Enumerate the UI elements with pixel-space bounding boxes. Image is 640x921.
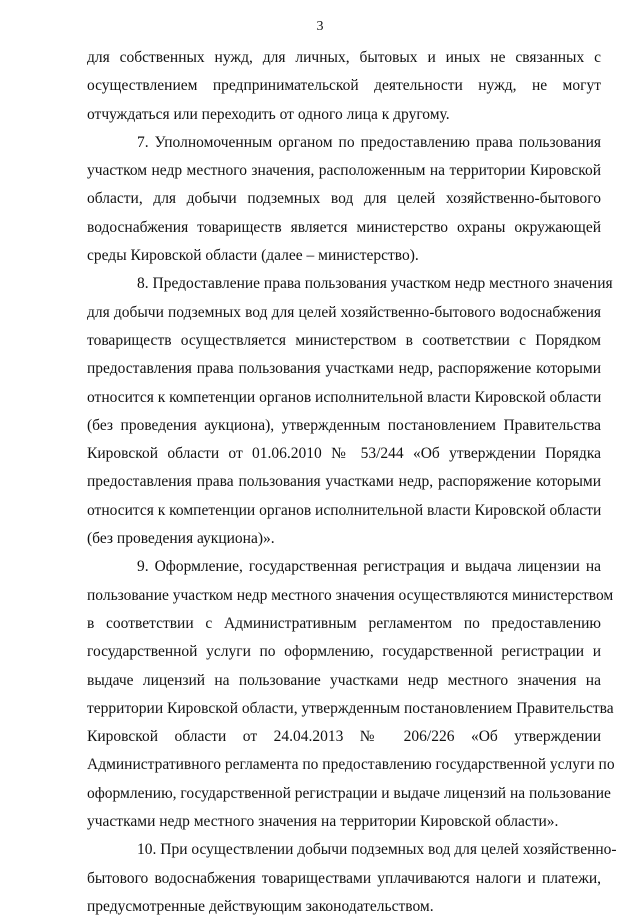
text-line: (без проведения аукциона), утвержденным постановлением Правительства xyxy=(87,416,601,434)
paragraph-continuation xyxy=(87,44,601,129)
text-line: 10. При осуществлении добычи подземных вод для целей хозяйственно- xyxy=(137,841,617,859)
text-line: для добычи подземных вод для целей хозяйственно-бытового водоснабжения xyxy=(87,303,601,321)
page-number: 3 xyxy=(316,19,324,34)
text-line: участком недр местного значения, расположенным на территории Кировской xyxy=(87,162,601,180)
text-line: отчуждаться или переходить от одного лица к другому. xyxy=(87,105,450,123)
paragraph-8 xyxy=(87,270,613,553)
text-line: среды Кировской области (далее – министерство). xyxy=(87,247,419,265)
text-line: государственной услуги по оформлению, государственной регистрации и xyxy=(87,643,601,661)
text-line: оформлению, государственной регистрации и выдаче лицензий на пользование xyxy=(87,784,611,802)
text-line: выдаче лицензий на пользование участками недр местного значения на xyxy=(87,671,601,689)
text-line: 7. Уполномоченным органом по предоставлению права пользования xyxy=(137,133,601,151)
text-line: товариществ осуществляется министерством в соответствии с Порядком xyxy=(87,331,601,349)
text-line: участками недр местного значения на территории Кировской области». xyxy=(87,813,559,831)
text-line: относится к компетенции органов исполнительной власти Кировской области xyxy=(87,388,602,406)
text-line: 8. Предоставление права пользования участком недр местного значения xyxy=(137,275,613,293)
paragraph-9 xyxy=(87,553,615,836)
text-line: области, для добычи подземных вод для целей хозяйственно-бытового xyxy=(87,190,601,208)
text-line: Административного регламента по предоставлению государственной услуги по xyxy=(87,756,615,774)
text-line: в соответствии с Административным регламентом по предоставлению xyxy=(87,614,601,632)
text-line: водоснабжения товариществ является министерство охраны окружающей xyxy=(87,218,601,236)
text-line: для собственных нужд, для личных, бытовых и иных не связанных с xyxy=(87,49,601,66)
text-line: осуществлением предпринимательской деятельности нужд, не могут xyxy=(87,77,601,95)
text-line: (без проведения аукциона)». xyxy=(87,530,275,548)
text-line: относится к компетенции органов исполнительной власти Кировской области xyxy=(87,501,602,519)
text-line: 9. Оформление, государственная регистрация и выдача лицензии на xyxy=(137,558,601,576)
text-line: территории Кировской области, утвержденным постановлением Правительства xyxy=(87,699,614,717)
text-line: Кировской области от 24.04.2013 № 206/226 «Об утверждении xyxy=(87,728,601,746)
paragraph-10 xyxy=(87,836,617,921)
text-line: предусмотренные действующим законодательством. xyxy=(87,897,434,915)
text-line: предоставления права пользования участками недр, распоряжение которыми xyxy=(87,360,601,378)
text-line: предоставления права пользования участками недр, распоряжение которыми xyxy=(87,473,601,491)
text-line: бытового водоснабжения товариществами уплачиваются налоги и платежи, xyxy=(87,869,601,887)
document-body xyxy=(87,44,617,921)
paragraph-7 xyxy=(87,129,601,270)
text-line: пользование участком недр местного значения осуществляются министерством xyxy=(87,586,614,604)
text-line: Кировской области от 01.06.2010 № 53/244 «Об утверждении Порядка xyxy=(87,445,601,463)
